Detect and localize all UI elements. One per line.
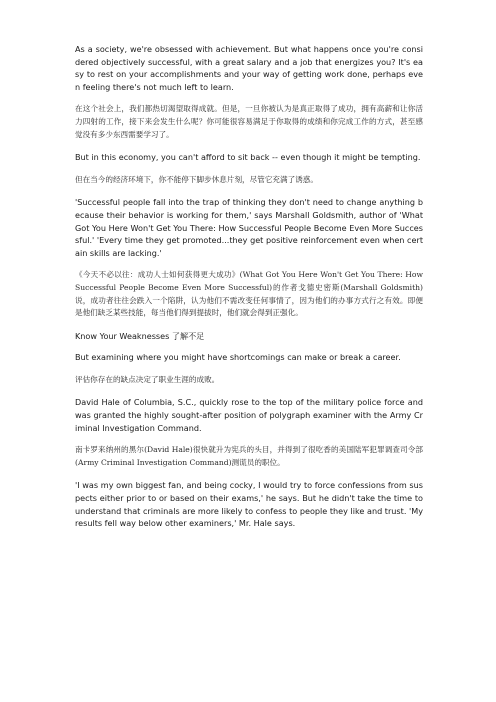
paragraph-economy-en: But in this economy, you can't afford to sit back -- even though it might be tempting.: [75, 152, 421, 163]
paragraph-hale-en: David Hale of Columbia, S.C., quickly rose to the top of the military police force and was granted the highly sought-after position of polygraph examiner with the Army Criminal Investigation Command.: [75, 397, 423, 433]
paragraph-goldsmith-en: 'Successful people fall into the trap of thinking they don't need to change anything because their behavior is working for them,' says Marshall Goldsmith, author of 'What Got You Here Won't Get You There: How Successful People Become Even More Successful.' 'Every time they get promoted...they get positive reinforcement even when certain skills are lacking.': [75, 197, 423, 258]
paragraph-goldsmith-zh: 《今天不必以往：成功人士如何获得更大成功》(What Got You Here Won't Get You There: How Successful People Become Even More Successful)的作者戈德史密斯(Marshall Goldsmith)说，成功者往往会跌入一个陷阱，认为他们不需改变任何事情了，因为他们的办事方式行之有效。即便是他们缺乏某些技能，每当他们得到提拔时，他们就会得到正强化。: [75, 270, 423, 318]
paragraph-weakness-en: But examining where you might have shortcomings can make or break a career.: [75, 352, 401, 363]
paragraph-hale-zh: 南卡罗来纳州的黑尔(David Hale)很快就升为宪兵的头目，并得到了很吃香的美国陆军犯罪调查司令部(Army Criminal Investigation Command)测谎员的职位。: [75, 445, 423, 467]
paragraph-quote-en: 'I was my own biggest fan, and being cocky, I would try to force confessions from suspects either prior to or based on their exams,' he says. But he didn't take the time to understand that criminals are more likely to confess to people they like and trust. 'My results fell way below other examiners,' Mr. Hale says.: [75, 480, 423, 529]
paragraph-economy-zh: 但在当今的经济环境下，你不能停下脚步休息片刻，尽管它充满了诱惑。: [75, 174, 318, 184]
paragraph-weakness-zh: 评估你存在的缺点决定了职业生涯的成败。: [75, 374, 220, 384]
document-page: [75, 43, 423, 540]
paragraph-intro-en: As a society, we're obsessed with achievement. But what happens once you're considered objectively successful, with a great salary and a job that energizes you? It's easy to rest on your accomplishments and your way of getting work done, perhaps even feeling there's not much left to learn.: [75, 44, 423, 92]
section-heading: Know Your Weaknesses 了解不足: [75, 330, 205, 341]
paragraph-intro-zh: 在这个社会上，我们都热切渴望取得成就。但是，一旦你被认为是真正取得了成功，拥有高薪和让你活力四射的工作，接下来会发生什么呢？你可能很容易满足于你取得的成绩和你完成工作的方式，甚至感觉没有多少东西需要学习了。: [75, 104, 423, 139]
